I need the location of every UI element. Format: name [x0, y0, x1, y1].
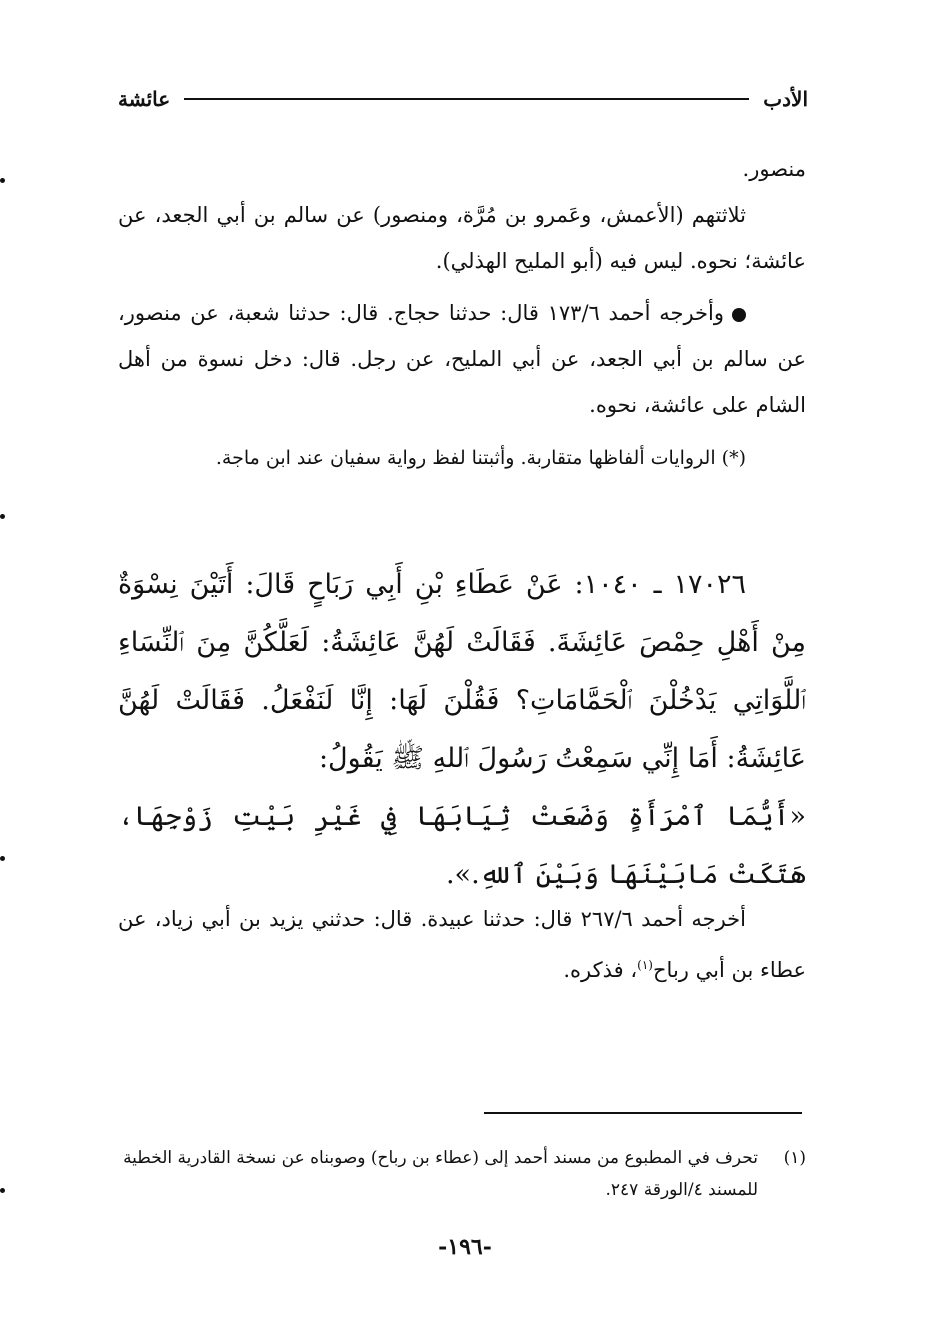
hadith-quote: «أَيُّمَا ٱمْرَأَةٍ وَضَعَتْ ثِيَابَهَا فِي غَيْرِ بَيْتِ زَوْجِهَا، هَتَكَتْ مَابَيْنَهَا وَبَيْنَ ٱللهِ.».: [118, 801, 806, 890]
paragraph-content: وأخرجه أحمد ١٧٣/٦ قال: حدثنا حجاج. قال: حدثنا شعبة، عن منصور، عن سالم بن أبي الجعد، عن أبي المليح، عن رجل. قال: دخل نسوة من أهل الشام على عائشة، نحوه.: [118, 301, 806, 417]
hadith-intro: ١٧٠٢٦ ـ ١٠٤٠: عَنْ عَطَاءِ بْنِ أَبِي رَبَاحٍ قَالَ: أَتَيْنَ نِسْوَةٌ مِنْ أَهْلِ حِمْصَ عَائِشَةَ. فَقَالَتْ لَهُنَّ عَائِشَةُ: لَعَلَّكُنَّ مِنَ ٱلنِّسَاءِ ٱللَّوَاتِي يَدْخُلْنَ ٱلْحَمَّامَاتِ؟ فَقُلْنَ لَهَا: إِنَّا لَنَفْعَلُ. فَقَالَتْ لَهُنَّ عَائِشَةُ: أَمَا إِنِّي سَمِعْتُ رَسُولَ ٱللهِ ﷺ يَقُولُ:: [118, 569, 806, 774]
paragraph-text: ثلاثتهم (الأعمش، وعَمرو بن مُرَّة، ومنصور) عن سالم بن أبي الجعد، عن عائشة؛ نحوه. ليس فيه (أبو المليح الهذلي).: [118, 203, 806, 273]
margin-mark: [0, 178, 5, 183]
hadith-block: [118, 556, 806, 904]
editor-note: [118, 440, 806, 476]
footnote-marker: (١): [637, 958, 653, 972]
footnote-number: (١): [783, 1148, 806, 1168]
header-section-title: الأدب: [763, 87, 808, 111]
footnote-text: تحرف في المطبوع من مسند أحمد إلى (عطاء بن رباح) وصوبناه عن نسخة القادرية الخطية للمسند ٤/الورقة ٢٤٧.: [123, 1148, 758, 1200]
footnote-separator: [484, 1112, 802, 1114]
paragraph-text: [118, 290, 806, 428]
margin-mark: [0, 514, 5, 519]
paragraph-block-1: [118, 146, 806, 284]
footnote: [116, 1142, 806, 1206]
paragraph-block-2: [118, 290, 806, 428]
source-reference: [118, 896, 806, 993]
bullet-icon: [732, 308, 746, 322]
paragraph-line: منصور.: [742, 157, 806, 181]
margin-mark: [0, 1188, 5, 1193]
header-narrator-name: عائشة: [118, 87, 171, 111]
page-number: -١٩٦-: [438, 1234, 492, 1260]
margin-mark: [0, 856, 5, 861]
running-header: [118, 84, 808, 114]
header-rule: [184, 98, 749, 100]
reference-text-b: ، فذكره.: [563, 958, 638, 982]
reference-text-a: أخرجه أحمد ٢٦٧/٦ قال: حدثنا عبيدة. قال: حدثني يزيد بن أبي زياد، عن عطاء بن أبي رباح: [118, 907, 806, 982]
reference-text: [118, 896, 806, 993]
note-text: (*) الروايات ألفاظها متقاربة. وأثبتنا لفظ رواية سفيان عند ابن ماجة.: [215, 447, 746, 469]
